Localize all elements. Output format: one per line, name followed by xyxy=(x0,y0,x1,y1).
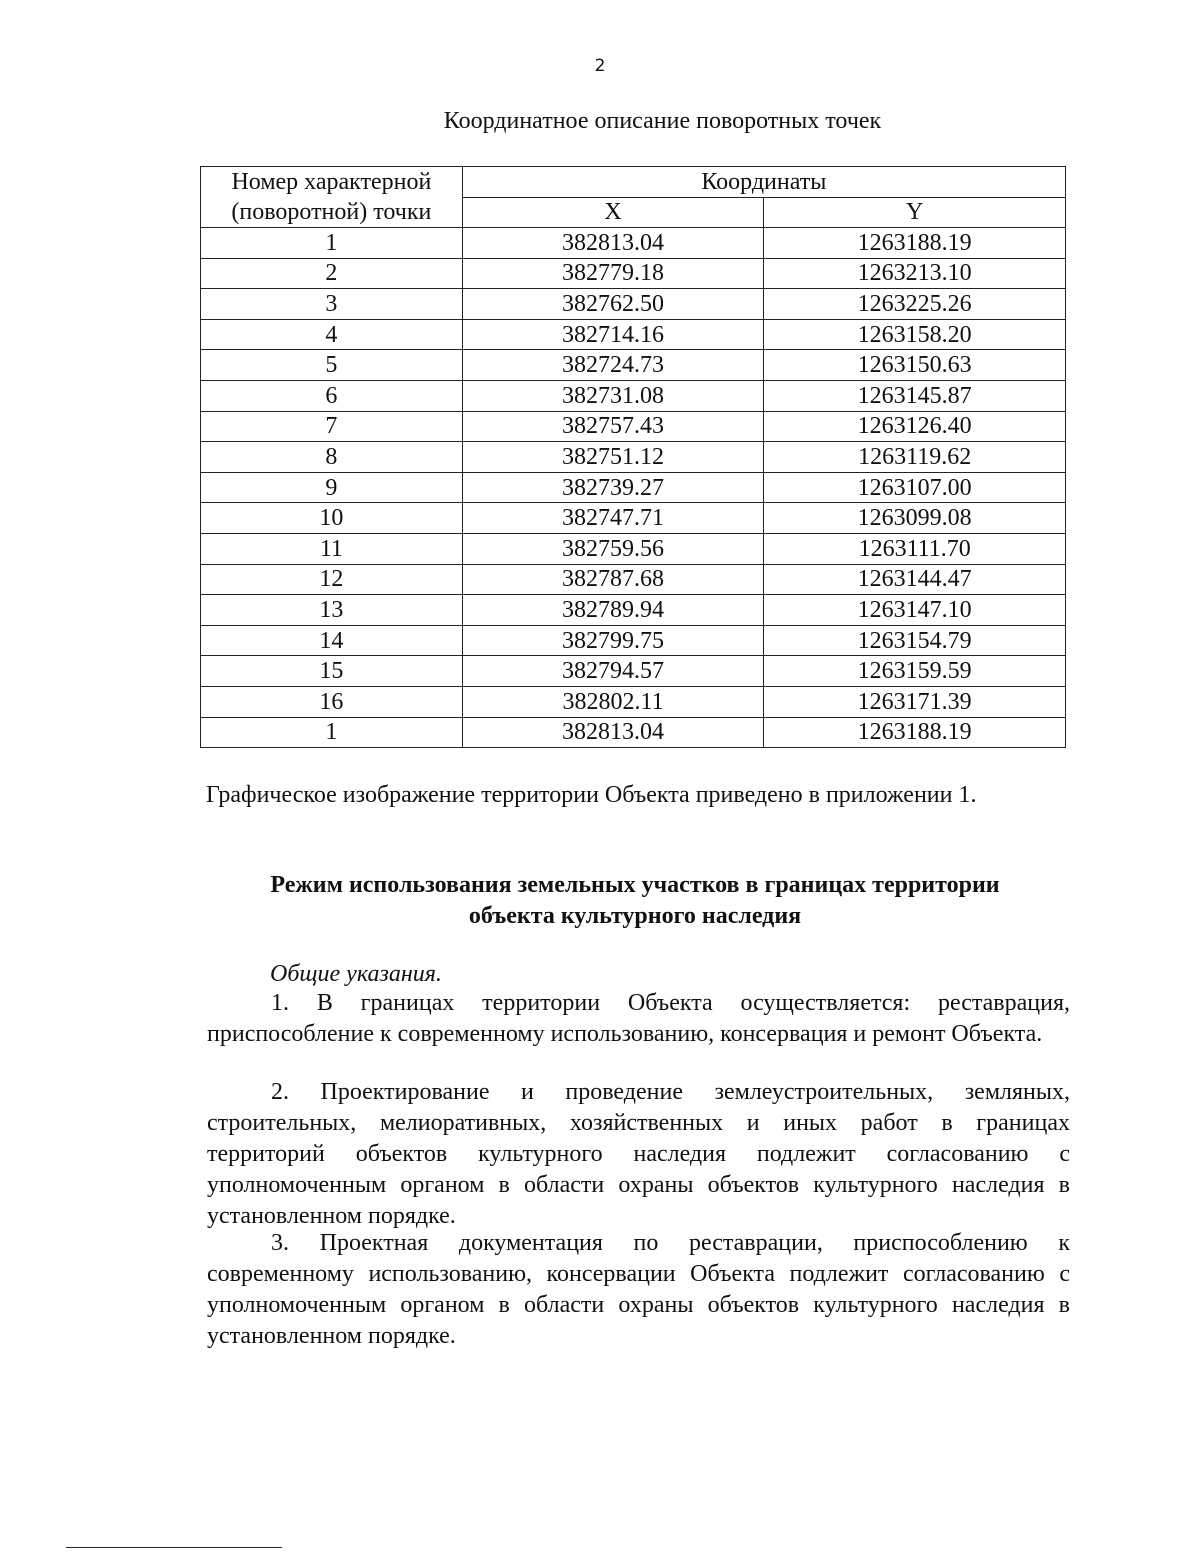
x-coordinate-cell: 382762.50 xyxy=(462,289,764,320)
y-coordinate-cell: 1263144.47 xyxy=(764,564,1066,595)
header-coordinates: Координаты xyxy=(462,167,1065,198)
y-coordinate-cell: 1263188.19 xyxy=(764,717,1066,748)
header-x: X xyxy=(462,197,764,228)
table-caption: Координатное описание поворотных точек xyxy=(443,108,882,134)
point-number-cell: 1 xyxy=(201,717,463,748)
table-row xyxy=(201,503,1066,534)
x-coordinate-cell: 382789.94 xyxy=(462,595,764,626)
x-coordinate-cell: 382787.68 xyxy=(462,564,764,595)
x-coordinate-cell: 382747.71 xyxy=(462,503,764,534)
table-row xyxy=(201,228,1066,259)
y-coordinate-cell: 1263158.20 xyxy=(764,319,1066,350)
y-coordinate-cell: 1263225.26 xyxy=(764,289,1066,320)
point-number-cell: 10 xyxy=(201,503,463,534)
table-row xyxy=(201,319,1066,350)
table-row xyxy=(201,717,1066,748)
point-number-cell: 12 xyxy=(201,564,463,595)
point-number-cell: 15 xyxy=(201,656,463,687)
paragraph-3: 3. Проектная документация по реставрации, приспособлению к современному использованию, консервации Объекта подлежит согласованию с уполномоченным органом в области охраны объектов культурного наследия в установленном порядке. xyxy=(207,1230,1070,1349)
paragraph-2: 2. Проектирование и проведение землеустроительных, земляных, строительных, мелиоративных, хозяйственных и иных работ в границах территорий объектов культурного наследия подлежит согласованию с уполномоченным органом в области охраны объектов культурного наследия в установленном порядке. xyxy=(207,1079,1070,1229)
section-title-line-2: объекта культурного наследия xyxy=(468,903,802,929)
subheading: Общие указания. xyxy=(270,961,442,987)
table-row xyxy=(201,350,1066,381)
paragraph-1: 1. В границах территории Объекта осуществляется: реставрация, приспособление к современному использованию, консервация и ремонт Объекта. xyxy=(207,990,1070,1047)
y-coordinate-cell: 1263126.40 xyxy=(764,411,1066,442)
point-number-cell: 1 xyxy=(201,228,463,259)
point-number-cell: 7 xyxy=(201,411,463,442)
y-coordinate-cell: 1263099.08 xyxy=(764,503,1066,534)
x-coordinate-cell: 382739.27 xyxy=(462,472,764,503)
point-number-cell: 6 xyxy=(201,380,463,411)
y-coordinate-cell: 1263111.70 xyxy=(764,533,1066,564)
y-coordinate-cell: 1263119.62 xyxy=(764,442,1066,473)
y-coordinate-cell: 1263159.59 xyxy=(764,656,1066,687)
point-number-cell: 9 xyxy=(201,472,463,503)
table-row xyxy=(201,411,1066,442)
y-coordinate-cell: 1263107.00 xyxy=(764,472,1066,503)
graphic-note: Графическое изображение территории Объекта приведено в приложении 1. xyxy=(206,782,977,808)
x-coordinate-cell: 382799.75 xyxy=(462,625,764,656)
page-number: 2 xyxy=(594,56,606,76)
header-point-number: Номер характерной (поворотной) точки xyxy=(201,167,463,228)
table-row xyxy=(201,595,1066,626)
y-coordinate-cell: 1263147.10 xyxy=(764,595,1066,626)
point-number-cell: 14 xyxy=(201,625,463,656)
table-row xyxy=(201,442,1066,473)
table-row xyxy=(201,289,1066,320)
x-coordinate-cell: 382802.11 xyxy=(462,686,764,717)
x-coordinate-cell: 382759.56 xyxy=(462,533,764,564)
table-row xyxy=(201,564,1066,595)
y-coordinate-cell: 1263171.39 xyxy=(764,686,1066,717)
y-coordinate-cell: 1263154.79 xyxy=(764,625,1066,656)
point-number-cell: 3 xyxy=(201,289,463,320)
coordinates-table xyxy=(200,166,1066,748)
table-row xyxy=(201,258,1066,289)
point-number-cell: 8 xyxy=(201,442,463,473)
x-coordinate-cell: 382731.08 xyxy=(462,380,764,411)
header-y: Y xyxy=(764,197,1066,228)
y-coordinate-cell: 1263188.19 xyxy=(764,228,1066,259)
y-coordinate-cell: 1263150.63 xyxy=(764,350,1066,381)
table-row xyxy=(201,472,1066,503)
table-row xyxy=(201,533,1066,564)
x-coordinate-cell: 382757.43 xyxy=(462,411,764,442)
x-coordinate-cell: 382813.04 xyxy=(462,717,764,748)
coordinates-table-body xyxy=(201,228,1066,748)
point-number-cell: 2 xyxy=(201,258,463,289)
table-row xyxy=(201,625,1066,656)
y-coordinate-cell: 1263213.10 xyxy=(764,258,1066,289)
point-number-cell: 11 xyxy=(201,533,463,564)
point-number-cell: 4 xyxy=(201,319,463,350)
section-title xyxy=(200,870,1070,932)
x-coordinate-cell: 382724.73 xyxy=(462,350,764,381)
x-coordinate-cell: 382751.12 xyxy=(462,442,764,473)
point-number-cell: 16 xyxy=(201,686,463,717)
section-title-line-1: Режим использования земельных участков в границах территории xyxy=(270,872,1000,898)
x-coordinate-cell: 382779.18 xyxy=(462,258,764,289)
footnote-separator xyxy=(66,1547,282,1548)
x-coordinate-cell: 382813.04 xyxy=(462,228,764,259)
table-row xyxy=(201,686,1066,717)
table-row xyxy=(201,656,1066,687)
table-row xyxy=(201,380,1066,411)
x-coordinate-cell: 382794.57 xyxy=(462,656,764,687)
point-number-cell: 13 xyxy=(201,595,463,626)
point-number-cell: 5 xyxy=(201,350,463,381)
y-coordinate-cell: 1263145.87 xyxy=(764,380,1066,411)
x-coordinate-cell: 382714.16 xyxy=(462,319,764,350)
